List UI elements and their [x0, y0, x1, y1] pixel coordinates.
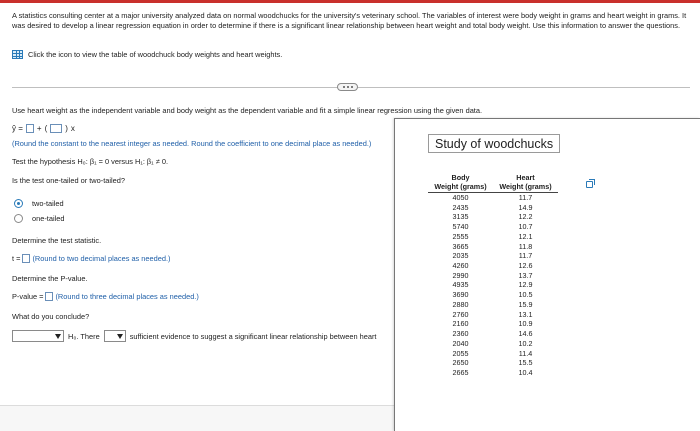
h0-text: H₀. There — [68, 331, 100, 341]
t-input[interactable] — [22, 254, 30, 263]
heart-weight-cell: 10.7 — [518, 222, 533, 232]
heart-weight-cell: 11.7 — [518, 193, 533, 202]
table-body — [428, 193, 558, 378]
body-weight-cell: 3665 — [452, 241, 469, 251]
heart-weight-cell: 12.9 — [518, 280, 533, 290]
table-row — [428, 290, 558, 300]
table-row — [428, 300, 558, 310]
radio-two-tailed[interactable] — [14, 199, 23, 208]
heart-weight-cell: 11.7 — [518, 251, 533, 261]
x-variable: x — [70, 124, 75, 133]
option-one-tailed[interactable] — [14, 214, 64, 223]
body-weight-cell: 2055 — [452, 348, 469, 358]
top-accent-bar — [0, 0, 700, 3]
woodchuck-table — [428, 174, 558, 378]
more-options-icon — [343, 86, 345, 88]
coefficient-input[interactable] — [50, 124, 62, 133]
table-row — [428, 212, 558, 222]
body-weight-cell: 2035 — [452, 251, 469, 261]
test-statistic-row — [12, 254, 170, 263]
option-two-tailed-label: two-tailed — [32, 199, 64, 208]
p-value-row — [12, 292, 199, 301]
chevron-down-icon — [55, 334, 61, 339]
table-icon[interactable] — [12, 50, 23, 59]
table-header-row — [428, 174, 558, 193]
reject-select[interactable] — [12, 330, 64, 342]
body-weight-cell: 2650 — [452, 358, 469, 368]
table-row — [428, 368, 558, 378]
body-weight-cell: 2880 — [452, 299, 469, 309]
problem-intro: A statistics consulting center at a major university analyzed data on normal woodchucks for the university's veterinary school. The variables of interest were body weight in grams and heart weight in grams. It was desired to develop a linear regression equation in order to determine if there is a significant linear relationship between heart weight and total body weight. Use this information to answer the questions. — [12, 11, 687, 30]
regression-equation — [12, 124, 75, 133]
hypothesis-text: Test the hypothesis H₀: β₁ = 0 versus H₁: β₁ ≠ 0. — [12, 157, 168, 166]
table-row — [428, 329, 558, 339]
more-options-dot — [347, 86, 349, 88]
body-weight-cell: 2360 — [452, 329, 469, 339]
radio-one-tailed[interactable] — [14, 214, 23, 223]
close-paren: ) — [65, 124, 68, 133]
option-one-tailed-label: one-tailed — [32, 214, 65, 223]
table-row — [428, 193, 558, 203]
body-weight-cell: 2760 — [452, 309, 469, 319]
p-value-input[interactable] — [45, 292, 53, 301]
heart-weight-cell: 15.9 — [518, 299, 533, 309]
column-header-body-weight — [428, 174, 493, 193]
table-row — [428, 251, 558, 261]
view-table-link-text: Click the icon to view the table of woodchuck body weights and heart weights. — [28, 50, 283, 59]
header-body-line1: Body — [451, 173, 470, 182]
conclusion-row — [12, 330, 376, 342]
table-row — [428, 349, 558, 359]
body-weight-cell: 2665 — [452, 367, 469, 377]
table-row — [428, 242, 558, 252]
heart-weight-cell: 11.8 — [518, 241, 533, 251]
heart-weight-cell: 12.1 — [518, 231, 533, 241]
constant-input[interactable] — [26, 124, 34, 133]
body-weight-cell: 4050 — [452, 193, 469, 202]
t-hint: (Round to two decimal places as needed.) — [32, 254, 171, 263]
body-weight-cell: 4260 — [452, 261, 469, 271]
body-weight-cell: 2435 — [452, 202, 469, 212]
view-table-link[interactable] — [12, 50, 282, 59]
plus-sign: + — [36, 124, 42, 133]
instruction-text: Use heart weight as the independent variable and body weight as the dependent variable and fit a simple linear regression using the given data. — [12, 106, 483, 115]
data-table-popup — [394, 118, 700, 431]
table-row — [428, 339, 558, 349]
body-weight-cell: 3690 — [452, 290, 469, 300]
heart-weight-cell: 10.9 — [518, 319, 533, 329]
conclusion-question: What do you conclude? — [12, 312, 90, 321]
option-two-tailed[interactable] — [14, 199, 64, 208]
more-options-dot — [351, 86, 353, 88]
body-weight-cell: 2990 — [452, 270, 469, 280]
tail-question: Is the test one-tailed or two-tailed? — [12, 176, 125, 185]
body-weight-cell: 3135 — [452, 212, 469, 222]
heart-weight-cell: 10.5 — [518, 290, 533, 300]
table-row — [428, 280, 558, 290]
evidence-select[interactable] — [104, 330, 126, 342]
y-hat-label: ŷ = — [12, 124, 23, 133]
table-row — [428, 203, 558, 213]
t-label: t = — [12, 254, 21, 263]
table-row — [428, 222, 558, 232]
body-weight-cell: 2160 — [452, 319, 469, 329]
p-value-question: Determine the P-value. — [12, 274, 88, 283]
heart-weight-cell: 11.4 — [518, 348, 533, 358]
heart-weight-cell: 13.1 — [518, 309, 533, 319]
header-heart-line1: Heart — [516, 173, 535, 182]
table-row — [428, 261, 558, 271]
heart-weight-cell: 14.6 — [518, 329, 533, 339]
heart-weight-cell: 12.2 — [518, 212, 533, 222]
test-statistic-question: Determine the test statistic. — [12, 236, 102, 245]
equation-hint: (Round the constant to the nearest integer as needed. Round the coefficient to one decimal place as needed.) — [12, 139, 372, 148]
conclusion-tail-text: sufficient evidence to suggest a significant linear relationship between heart — [129, 331, 377, 341]
body-weight-cell: 4935 — [452, 280, 469, 290]
header-heart-line2: Weight (grams) — [499, 181, 552, 191]
heart-weight-cell: 13.7 — [518, 270, 533, 280]
table-row — [428, 358, 558, 368]
open-paren: ( — [44, 124, 48, 133]
heart-weight-cell: 12.6 — [518, 261, 533, 271]
p-value-label: P-value = — [12, 292, 44, 301]
p-value-hint: (Round to three decimal places as needed.) — [55, 292, 199, 301]
body-weight-cell: 2040 — [452, 338, 469, 348]
header-body-line2: Weight (grams) — [434, 181, 487, 191]
copy-icon[interactable] — [586, 181, 593, 188]
heart-weight-cell: 10.4 — [518, 367, 533, 377]
body-weight-cell: 5740 — [452, 222, 469, 232]
heart-weight-cell: 15.5 — [518, 358, 533, 368]
table-row — [428, 271, 558, 281]
table-row — [428, 310, 558, 320]
body-weight-cell: 2555 — [452, 231, 469, 241]
popup-title: Study of woodchucks — [428, 134, 560, 153]
heart-weight-cell: 10.2 — [518, 338, 533, 348]
heart-weight-cell: 14.9 — [518, 202, 533, 212]
more-options-button[interactable] — [337, 83, 358, 91]
table-row — [428, 319, 558, 329]
table-row — [428, 232, 558, 242]
chevron-down-icon — [117, 334, 123, 339]
column-header-heart-weight — [493, 174, 558, 193]
